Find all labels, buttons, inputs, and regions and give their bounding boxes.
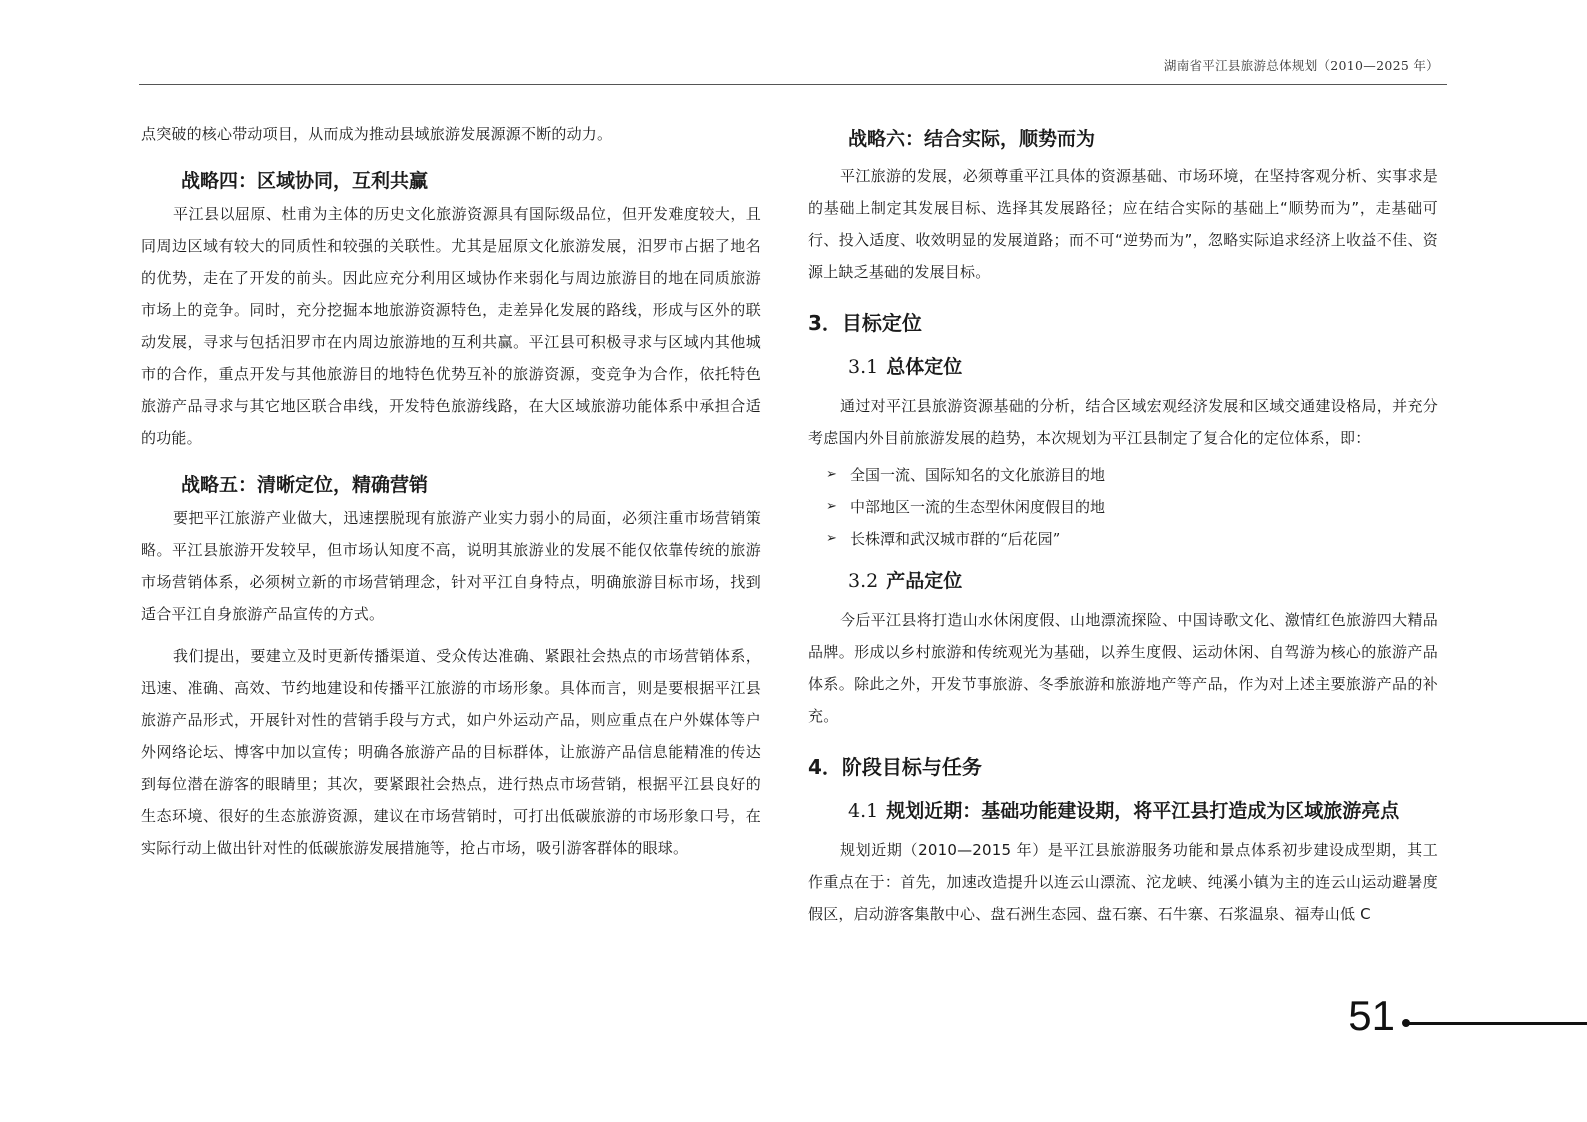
section-4-title: 阶段目标与任务 xyxy=(841,755,982,779)
section-4-1-heading xyxy=(808,794,1438,828)
section-4-number: 4． xyxy=(808,755,842,779)
section-4-heading xyxy=(808,750,1438,784)
list-item xyxy=(826,490,1438,522)
arrow-bullet-icon: ➢ xyxy=(826,466,837,482)
document-header-title: 湖南省平江县旅游总体规划（2010—2025 年） xyxy=(1163,58,1439,73)
section-3-2-title: 产品定位 xyxy=(886,570,963,592)
page-number-rule xyxy=(1408,1022,1587,1025)
section-3-1-paragraph: 通过对平江县旅游资源基础的分析，结合区域宏观经济发展和区域交通建设格局，并充分考虑国内外目前旅游发展的趋势，本次规划为平江县制定了复合化的定位体系，即： xyxy=(808,397,1438,447)
strategy-4-heading: 战略四：区域协同，互利共赢 xyxy=(181,170,429,192)
strategy-6-heading: 战略六：结合实际，顺势而为 xyxy=(848,128,1096,150)
list-item-text: 全国一流、国际知名的文化旅游目的地 xyxy=(850,465,1106,484)
section-3-number: 3． xyxy=(808,311,842,335)
section-3-heading xyxy=(808,306,1438,340)
list-item-text: 长株潭和武汉城市群的“后花园” xyxy=(850,529,1061,548)
arrow-bullet-icon: ➢ xyxy=(826,530,837,546)
header-divider xyxy=(139,84,1447,85)
list-item xyxy=(826,458,1438,490)
section-3-1-title: 总体定位 xyxy=(886,356,963,378)
continued-paragraph: 点突破的核心带动项目，从而成为推动县域旅游发展源源不断的动力。 xyxy=(141,125,613,143)
arrow-bullet-icon: ➢ xyxy=(826,498,837,514)
section-3-title: 目标定位 xyxy=(841,311,922,335)
strategy-6-paragraph: 平江旅游的发展，必须尊重平江具体的资源基础、市场环境，在坚持客观分析、实事求是的基础上制定其发展目标、选择其发展路径；应在结合实际的基础上“顺势而为”，走基础可行、投入适度、收效明显的发展道路；而不可“逆势而为”，忽略实际追求经济上收益不佳、资源上缺乏基础的发展目标。 xyxy=(808,167,1438,281)
strategy-5-paragraph-2: 我们提出，要建立及时更新传播渠道、受众传达准确、紧跟社会热点的市场营销体系，迅速、准确、高效、节约地建设和传播平江旅游的市场形象。具体而言，则是要根据平江县旅游产品形式，开展针对性的营销手段与方式，如户外运动产品，则应重点在户外媒体等户外网络论坛、博客中加以宣传；明确各旅游产品的目标群体，让旅游产品信息能精准的传达到每位潜在游客的眼睛里；其次，要紧跟社会热点，进行热点市场营销，根据平江县良好的生态环境、很好的生态旅游资源，建议在市场营销时，可打出低碳旅游的市场形象口号，在实际行动上做出针对性的低碳旅游发展措施等，抢占市场，吸引游客群体的眼球。 xyxy=(141,647,761,857)
strategy-5-heading: 战略五：清晰定位，精确营销 xyxy=(181,474,429,496)
section-3-1-number: 3.1 xyxy=(848,356,879,378)
right-column xyxy=(808,118,1438,930)
section-4-1-number: 4.1 xyxy=(848,800,879,822)
section-3-1-heading xyxy=(808,350,1438,384)
left-column xyxy=(141,118,761,864)
positioning-list xyxy=(808,458,1438,554)
section-3-2-number: 3.2 xyxy=(848,570,879,592)
list-item xyxy=(826,522,1438,554)
page-number: 51 xyxy=(1348,992,1395,1039)
section-3-2-paragraph: 今后平江县将打造山水休闲度假、山地漂流探险、中国诗歌文化、激情红色旅游四大精品品牌。形成以乡村旅游和传统观光为基础，以养生度假、运动休闲、自驾游为核心的旅游产品体系。除此之外，开发节事旅游、冬季旅游和旅游地产等产品，作为对上述主要旅游产品的补充。 xyxy=(808,611,1438,725)
section-4-1-paragraph: 规划近期（2010—2015 年）是平江县旅游服务功能和景点体系初步建设成型期，其工作重点在于：首先，加速改造提升以连云山漂流、沱龙峡、纯溪小镇为主的连云山运动避暑度假区，启动游客集散中心、盘石洲生态园、盘石寨、石牛寨、石浆温泉、福寿山低 C xyxy=(808,841,1438,923)
section-4-1-title: 规划近期：基础功能建设期，将平江县打造成为区域旅游亮点 xyxy=(886,800,1400,822)
strategy-4-paragraph: 平江县以屈原、杜甫为主体的历史文化旅游资源具有国际级品位，但开发难度较大，且同周边区域有较大的同质性和较强的关联性。尤其是屈原文化旅游发展，汨罗市占据了地名的优势，走在了开发的前头。因此应充分利用区域协作来弱化与周边旅游目的地在同质旅游市场上的竞争。同时，充分挖掘本地旅游资源特色，走差异化发展的路线，形成与区外的联动发展，寻求与包括汨罗市在内周边旅游地的互利共赢。平江县可积极寻求与区域内其他城市的合作，重点开发与其他旅游目的地特色优势互补的旅游资源，变竞争为合作，依托特色旅游产品寻求与其它地区联合串线，开发特色旅游线路，在大区域旅游功能体系中承担合适的功能。 xyxy=(141,205,761,447)
list-item-text: 中部地区一流的生态型休闲度假目的地 xyxy=(850,497,1106,516)
strategy-5-paragraph-1: 要把平江旅游产业做大，迅速摆脱现有旅游产业实力弱小的局面，必须注重市场营销策略。平江县旅游开发较早，但市场认知度不高，说明其旅游业的发展不能仅依靠传统的旅游市场营销体系，必须树立新的市场营销理念，针对平江自身特点，明确旅游目标市场，找到适合平江自身旅游产品宣传的方式。 xyxy=(141,509,761,623)
section-3-2-heading xyxy=(808,564,1438,598)
